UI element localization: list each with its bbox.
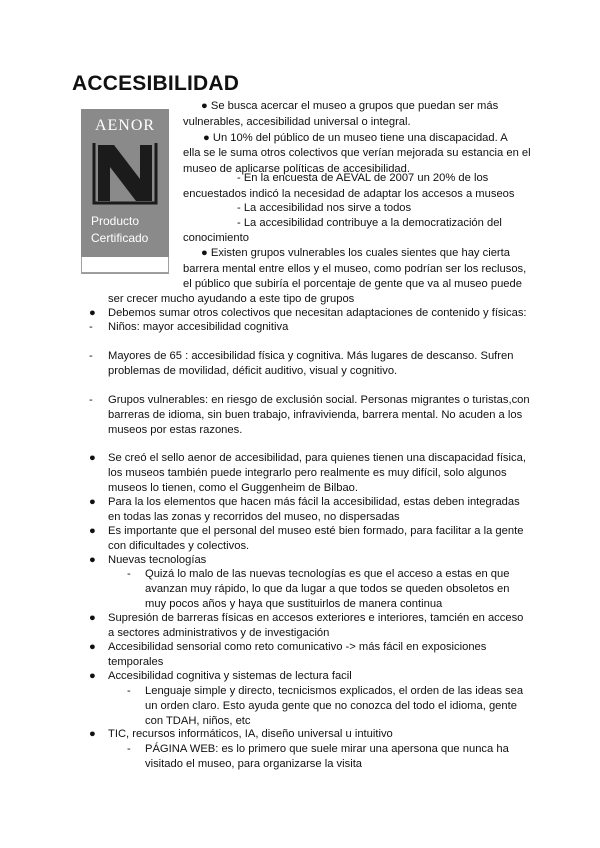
bullet-marker: ● (89, 612, 96, 624)
page-title: ACCESIBILIDAD (72, 72, 240, 95)
text-line: Nuevas tecnologías (108, 554, 207, 566)
bullet-marker: ● (89, 525, 96, 537)
text-line: conocimiento (183, 232, 249, 244)
text-line: PÁGINA WEB: es lo primero que suele mirar una apersona que nunca ha (145, 743, 509, 755)
text-line: - La accesibilidad contribuye a la democratización del (237, 217, 502, 229)
text-line: Mayores de 65 : accesibilidad física y cognitiva. Más lugares de descanso. Sufren (108, 350, 514, 362)
text-line: problemas de movilidad, déficit auditivo, visual y cognitivo. (108, 365, 398, 377)
text-line: ella se le suma otros colectivos que verían mejorada su estancia en el (183, 147, 531, 159)
text-line: encuestados indicó la necesidad de adaptar los accesos a museos (183, 188, 515, 200)
text-line: Accesibilidad sensorial como reto comunicativo -> más fácil en exposiciones (108, 641, 487, 653)
logo-line-certificado: Certificado (91, 231, 149, 245)
text-line: Es importante que el personal del museo esté bien formado, para facilitar a la gente (108, 525, 524, 537)
text-line: Supresión de barreras físicas en accesos exteriores e interiores, tamcién en acceso (108, 612, 524, 624)
bullet-marker: ● (89, 452, 96, 464)
bullet-marker: ● (89, 728, 96, 740)
text-line: con TDAH, niños, etc (145, 715, 251, 727)
dash-marker: - (127, 568, 131, 580)
text-line: Quizá lo malo de las nuevas tecnologías es que el acceso a estas en que (145, 568, 510, 580)
logo-bottom-band (81, 257, 169, 273)
text-line: museos por estas razones. (108, 424, 243, 436)
text-line: barrera mental entre ellos y el museo, como podrían ser los reclusos, (183, 263, 527, 275)
text-line: temporales (108, 656, 164, 668)
text-line: un orden claro. Esto ayuda gente que no conozca del todo el idioma, gente (145, 700, 517, 712)
logo-brand: AENOR (94, 117, 156, 134)
dash-marker: - (89, 321, 93, 333)
text-line: con dificultades y colectivos. (108, 540, 250, 552)
dash-marker: - (127, 685, 131, 697)
text-line: en todas las zonas y recorridos del museo, no dispersadas (108, 511, 400, 523)
aenor-certified-product-logo (81, 109, 169, 274)
text-line: Se creó el sello aenor de accesibilidad, para quienes tienen una discapacidad física, (108, 452, 526, 464)
text-line: museos lo tienen, como el Guggenheim de Bilbao. (108, 482, 359, 494)
text-line: Niños: mayor accesibilidad cognitiva (108, 321, 289, 333)
text-line: vulnerables, accesibilidad universal o integral. (183, 116, 411, 128)
text-line: el público que subiría el porcentaje de gente que va al museo puede (183, 278, 522, 290)
logo-line-producto: Producto (91, 214, 140, 228)
text-line: Lenguaje simple y directo, tecnicismos explicados, el orden de las ideas sea (145, 685, 524, 697)
text-line: a sectores administrativos y de investigación (108, 627, 330, 639)
text-line: ● Se busca acercar el museo a grupos que puedan ser más (201, 100, 499, 112)
text-line: Debemos sumar otros colectivos que necesitan adaptaciones de contenido y físicas: (108, 307, 527, 319)
text-line: avanzan muy rápido, lo que da lugar a que todos se queden obsoletos en (145, 583, 510, 595)
aenor-n-mark-icon (92, 141, 158, 205)
bullet-marker: ● (89, 554, 96, 566)
text-line: ● Un 10% del público de un museo tiene una discapacidad. A (203, 132, 508, 144)
text-line: - En la encuesta de AEVAL de 2007 un 20% de los (237, 172, 489, 184)
text-line: ser crecer mucho ayudando a este tipo de grupos (108, 293, 355, 305)
text-line: Accesibilidad cognitiva y sistemas de lectura facil (108, 670, 352, 682)
dash-marker: - (89, 350, 93, 362)
text-line: Para la los elementos que hacen más fácil la accesibilidad, estas deben integradas (108, 496, 520, 508)
bullet-marker: ● (89, 670, 96, 682)
text-line: los museos también puede integrarlo pero realmente es muy difícil, solo algunos (108, 467, 507, 479)
text-line: barreras de idioma, sin buen trabajo, infravivienda, barrera mental. No acuden a los (108, 409, 523, 421)
text-line: visitado el museo, para organizarse la visita (145, 758, 363, 770)
text-line: museo de aplicarse políticas de accesibilidad. (183, 163, 410, 175)
text-line: TIC, recursos informáticos, IA, diseño universal u intuitivo (108, 728, 393, 740)
text-line: muy pocos años y haya que sustituirlos de manera continua (145, 598, 443, 610)
dash-marker: - (89, 394, 93, 406)
text-line: - La accesibilidad nos sirve a todos (237, 202, 412, 214)
bullet-marker: ● (89, 641, 96, 653)
dash-marker: - (127, 743, 131, 755)
text-line: Grupos vulnerables: en riesgo de exclusión social. Personas migrantes o turistas,con (108, 394, 530, 406)
text-line: ● Existen grupos vulnerables los cuales sientes que hay cierta (201, 247, 510, 259)
bullet-marker: ● (89, 496, 96, 508)
bullet-marker: ● (89, 307, 96, 319)
